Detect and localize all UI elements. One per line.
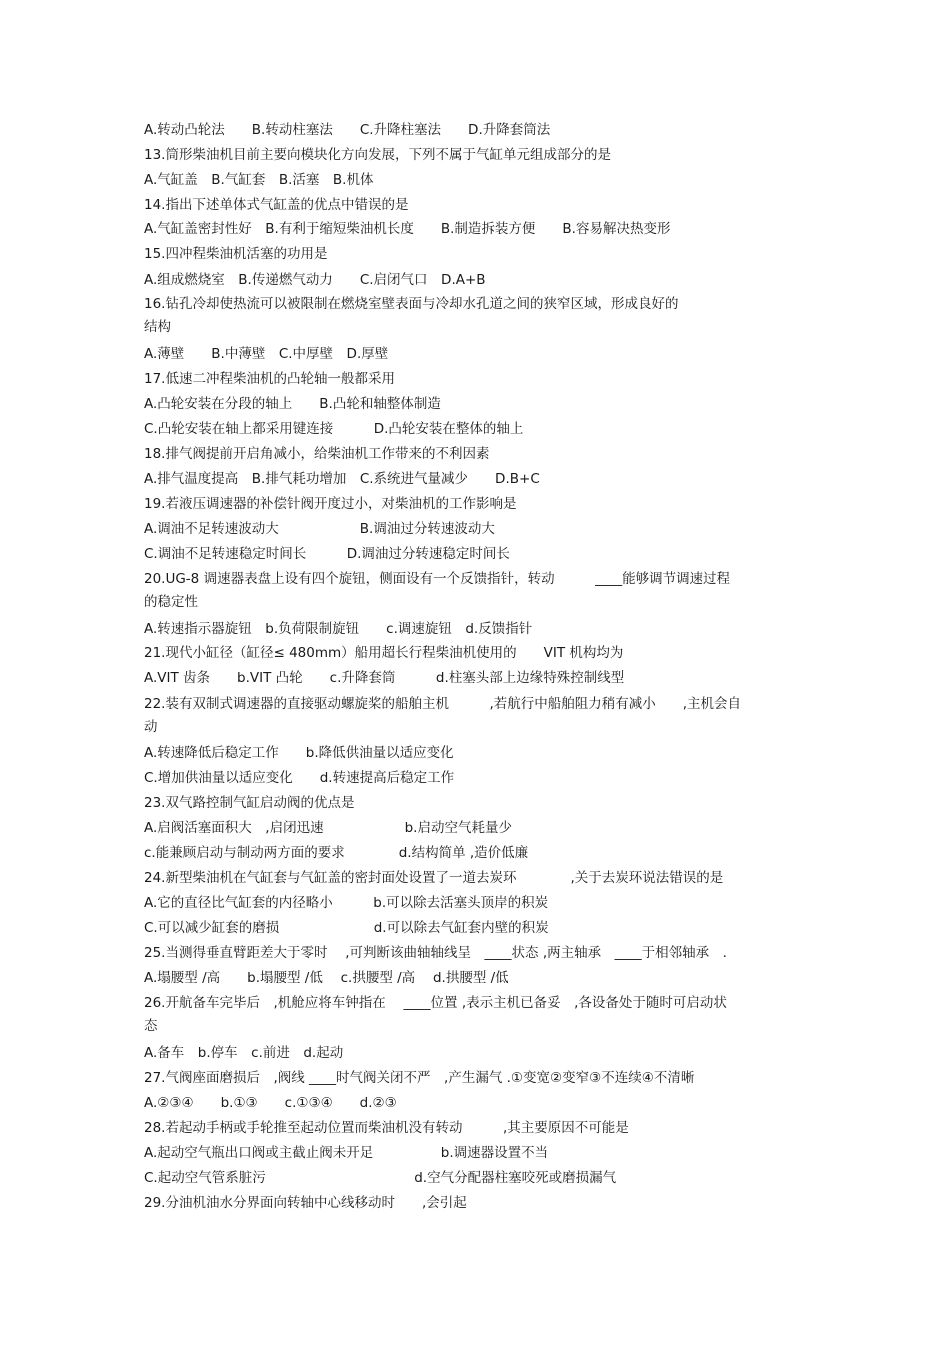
options-28-cd: C.起动空气管系脏污 d.空气分配器柱塞咬死或磨损漏气	[144, 1170, 617, 1186]
question-15: 15.四冲程柴油机活塞的功用是	[144, 246, 328, 262]
text-line: A.转动凸轮法 B.转动柱塞法 C.升降柱塞法 D.升降套筒法	[144, 122, 551, 138]
question-16: 16.钻孔冷却使热流可以被限制在燃烧室壁表面与冷却水孔道之间的狭窄区域，形成良好的	[144, 296, 679, 312]
question-13: 13.筒形柴油机目前主要向模块化方向发展，下列不属于气缸单元组成部分的是	[144, 147, 611, 163]
question-25: 25.当测得垂直臂距差大于零时 ,可判断该曲轴轴线呈 ____状态 ,两主轴承 ____于相邻轴承 .	[144, 945, 727, 961]
question-18: 18.排气阀提前开启角减小，给柴油机工作带来的不利因素	[144, 446, 490, 462]
options-28-ab: A.起动空气瓶出口阀或主截止阀未开足 b.调速器设置不当	[144, 1145, 549, 1161]
options-25: A.塌腰型 /高 b.塌腰型 /低 c.拱腰型 /高 d.拱腰型 /低	[144, 970, 509, 986]
options-21: A.VIT 齿条 b.VIT 凸轮 c.升降套筒 d.柱塞头部上边缘特殊控制线型	[144, 670, 625, 686]
options-17-ab: A.凸轮安装在分段的轴上 B.凸轮和轴整体制造	[144, 396, 441, 412]
question-22: 22.装有双制式调速器的直接驱动螺旋桨的船舶主机 ,若航行中船舶阻力稍有减小 ,主机会自	[144, 696, 742, 712]
options-17-cd: C.凸轮安装在轴上都采用键连接 D.凸轮安装在整体的轴上	[144, 421, 524, 437]
options-15: A.组成燃烧室 B.传递燃气动力 C.启闭气口 D.A+B	[144, 272, 486, 288]
question-26-cont: 态	[144, 1018, 158, 1034]
question-20: 20.UG-8 调速器表盘上设有四个旋钮，侧面设有一个反馈指针，转动 ____能够调节调速过程	[144, 571, 731, 587]
question-24: 24.新型柴油机在气缸套与气缸盖的密封面处设置了一道去炭环 ,关于去炭环说法错误的是	[144, 870, 724, 886]
question-14: 14.指出下述单体式气缸盖的优点中错误的是	[144, 197, 409, 213]
options-20: A.转速指示器旋钮 b.负荷限制旋钮 c.调速旋钮 d.反馈指针	[144, 621, 533, 637]
options-23-cd: c.能兼顾启动与制动两方面的要求 d.结构简单 ,造价低廉	[144, 845, 529, 861]
question-26: 26.开航备车完毕后 ,机舱应将车钟指在 ____位置 ,表示主机已备妥 ,各设备处于随时可启动状	[144, 995, 727, 1011]
options-24-ab: A.它的直径比气缸套的内径略小 b.可以除去活塞头顶岸的积炭	[144, 895, 549, 911]
question-19: 19.若液压调速器的补偿针阀开度过小，对柴油机的工作影响是	[144, 496, 517, 512]
options-22-ab: A.转速降低后稳定工作 b.降低供油量以适应变化	[144, 745, 454, 761]
options-26: A.备车 b.停车 c.前进 d.起动	[144, 1045, 344, 1061]
question-23: 23.双气路控制气缸启动阀的优点是	[144, 795, 355, 811]
question-16-cont: 结构	[144, 319, 171, 335]
options-23-ab: A.启阀活塞面积大 ,启闭迅速 b.启动空气耗量少	[144, 820, 512, 836]
options-19-cd: C.调油不足转速稳定时间长 D.调油过分转速稳定时间长	[144, 546, 510, 562]
question-28: 28.若起动手柄或手轮推至起动位置而柴油机没有转动 ,其主要原因不可能是	[144, 1120, 629, 1136]
options-22-cd: C.增加供油量以适应变化 d.转速提高后稳定工作	[144, 770, 455, 786]
options-18: A.排气温度提高 B.排气耗功增加 C.系统进气量减少 D.B+C	[144, 471, 540, 487]
options-27: A.②③④ b.①③ c.①③④ d.②③	[144, 1095, 397, 1111]
options-14: A.气缸盖密封性好 B.有利于缩短柴油机长度 B.制造拆装方便 B.容易解决热变形	[144, 221, 671, 237]
options-24-cd: C.可以减少缸套的磨损 d.可以除去气缸套内壁的积炭	[144, 920, 549, 936]
options-16: A.薄壁 B.中薄壁 C.中厚壁 D.厚壁	[144, 346, 389, 362]
question-21: 21.现代小缸径（缸径≤ 480mm）船用超长行程柴油机使用的 VIT 机构均为	[144, 645, 624, 661]
question-27: 27.气阀座面磨损后 ,阀线 ____时气阀关闭不严 ,产生漏气 .①变宽②变窄③不连续④不清晰	[144, 1070, 695, 1086]
question-17: 17.低速二冲程柴油机的凸轮轴一般都采用	[144, 371, 395, 387]
question-20-cont: 的稳定性	[144, 594, 198, 610]
options-13: A.气缸盖 B.气缸套 B.活塞 B.机体	[144, 172, 374, 188]
question-29: 29.分油机油水分界面向转轴中心线移动时 ,会引起	[144, 1195, 467, 1211]
options-19-ab: A.调油不足转速波动大 B.调油过分转速波动大	[144, 521, 495, 537]
question-22-cont: 动	[144, 719, 158, 735]
